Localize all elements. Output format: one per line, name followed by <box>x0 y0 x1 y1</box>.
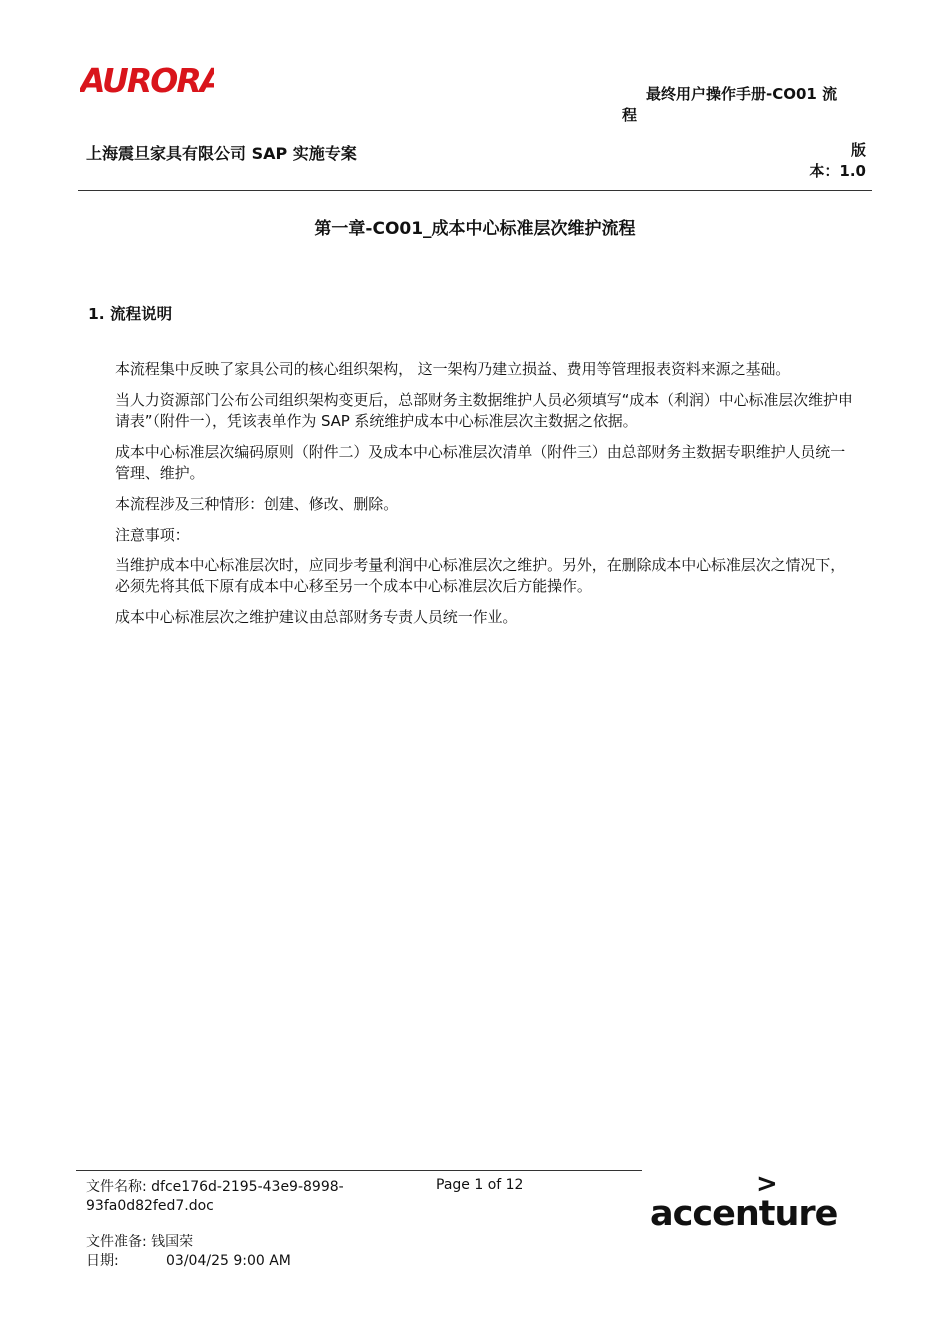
paragraph: 本流程集中反映了家具公司的核心组织架构， 这一架构乃建立损益、费用等管理报表资料来源之基础。 <box>115 360 791 378</box>
company-name: 上海震旦家具有限公司 SAP 实施专案 <box>86 144 357 163</box>
paragraph: 注意事项： <box>115 526 190 544</box>
prepared-by: 文件准备: 钱国荣 <box>86 1234 194 1250</box>
date-value: 03/04/25 9:00 AM <box>166 1253 291 1269</box>
version-line1: 版 <box>850 141 866 159</box>
paragraph: 成本中心标准层次编码原则（附件二）及成本中心标准层次清单（附件三）由总部财务主数据专职维护人员统一管理、维护。 <box>115 443 846 482</box>
version-label <box>780 140 866 182</box>
footer-divider <box>76 1170 642 1171</box>
accenture-logo-mark: > <box>756 1170 778 1199</box>
document-title-line2: 程 <box>622 106 638 124</box>
paragraph: 成本中心标准层次之维护建议由总部财务专责人员统一作业。 <box>115 608 518 626</box>
accenture-logo <box>644 1170 840 1234</box>
aurora-logo <box>80 60 214 100</box>
chapter-title: 第一章-CO01_成本中心标准层次维护流程 <box>314 219 636 239</box>
header-divider <box>78 190 872 191</box>
section-heading: 1. 流程说明 <box>88 305 173 323</box>
date-label: 日期: <box>86 1253 119 1269</box>
paragraph: 当维护成本中心标准层次时，应同步考量利润中心标准层次之维护。另外，在删除成本中心标准层次之情况下，必须先将其低下原有成本中心移至另一个成本中心标准层次后方能操作。 <box>115 556 846 595</box>
file-name: 文件名称: dfce176d-2195-43e9-8998-93fa0d82fed7.doc <box>86 1179 344 1214</box>
paragraph: 当人力资源部门公布公司组织架构变更后，总部财务主数据维护人员必须填写“成本（利润）中心标准层次维护申请表”（附件一），凭该表单作为 SAP 系统维护成本中心标准层次主数据之依据。 <box>115 391 853 430</box>
accenture-logo-text: accenture <box>650 1194 838 1234</box>
page-number: Page 1 of 12 <box>436 1177 524 1193</box>
document-title-line1: 最终用户操作手册-CO01 流 <box>646 85 838 103</box>
document-title <box>622 84 850 126</box>
aurora-logo-text: AURORA <box>80 61 214 100</box>
version-line2: 本：1.0 <box>809 162 866 180</box>
paragraph: 本流程涉及三种情形：创建、修改、删除。 <box>115 495 399 513</box>
